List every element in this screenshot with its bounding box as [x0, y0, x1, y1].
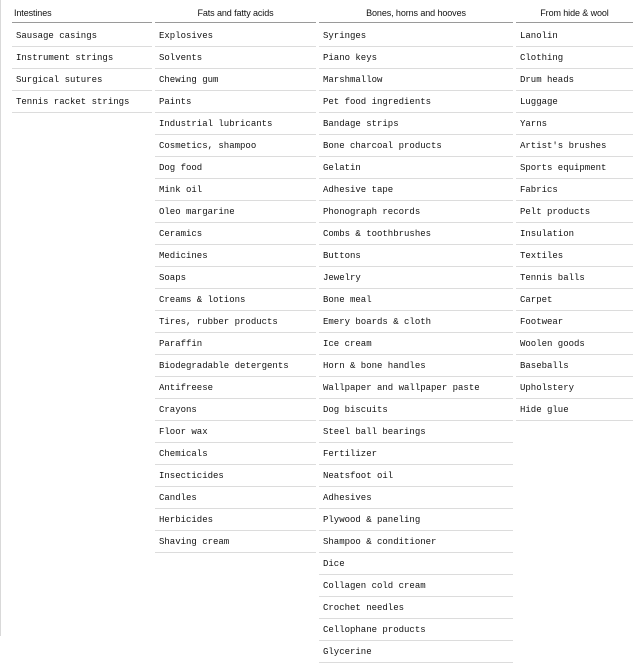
- list-item: Surgical sutures: [12, 70, 152, 91]
- list-item: Paints: [155, 92, 316, 113]
- list-item: Yarns: [516, 114, 633, 135]
- list-item: Creams & lotions: [155, 290, 316, 311]
- list-item: Dog food: [155, 158, 316, 179]
- list-item: Crochet needles: [319, 598, 513, 619]
- list-item: Collagen cold cream: [319, 576, 513, 597]
- list-item: Luggage: [516, 92, 633, 113]
- list-item: Piano keys: [319, 48, 513, 69]
- list-item: Fertilizer: [319, 444, 513, 465]
- column-bones-horns-hooves: [319, 4, 513, 664]
- column-intestines: [12, 4, 152, 114]
- list-item: Footwear: [516, 312, 633, 333]
- column-list-intestines: [12, 23, 152, 113]
- list-item: Adhesives: [319, 488, 513, 509]
- list-item: Pelt products: [516, 202, 633, 223]
- list-item: Jewelry: [319, 268, 513, 289]
- column-list-fats-and-fatty-acids: [155, 23, 316, 553]
- list-item: Hide glue: [516, 400, 633, 421]
- list-item: Marshmallow: [319, 70, 513, 91]
- list-item: Oleo margarine: [155, 202, 316, 223]
- list-item: Mink oil: [155, 180, 316, 201]
- list-item: Shampoo & conditioner: [319, 532, 513, 553]
- list-item: Plywood & paneling: [319, 510, 513, 531]
- list-item: Chewing gum: [155, 70, 316, 91]
- list-item: Candles: [155, 488, 316, 509]
- column-hide-and-wool: [516, 4, 633, 422]
- list-item: Artist's brushes: [516, 136, 633, 157]
- list-item: Textiles: [516, 246, 633, 267]
- list-item: Antifreese: [155, 378, 316, 399]
- column-header-hide-and-wool: From hide & wool: [516, 4, 633, 23]
- list-item: Sausage casings: [12, 26, 152, 47]
- list-item: Gelatin: [319, 158, 513, 179]
- list-item: Clothing: [516, 48, 633, 69]
- list-item: Industrial lubricants: [155, 114, 316, 135]
- column-fats-and-fatty-acids: [155, 4, 316, 554]
- list-item: Emery boards & cloth: [319, 312, 513, 333]
- list-item: Horn & bone handles: [319, 356, 513, 377]
- list-item: Chemicals: [155, 444, 316, 465]
- list-item: Woolen goods: [516, 334, 633, 355]
- list-item: Adhesive tape: [319, 180, 513, 201]
- list-item: Solvents: [155, 48, 316, 69]
- list-item: Cosmetics, shampoo: [155, 136, 316, 157]
- column-header-bones-horns-hooves: Bones, horns and hooves: [319, 4, 513, 23]
- list-item: Cellophane products: [319, 620, 513, 641]
- list-item: Instrument strings: [12, 48, 152, 69]
- list-item: Tennis balls: [516, 268, 633, 289]
- list-item: Crayons: [155, 400, 316, 421]
- list-item: Shaving cream: [155, 532, 316, 553]
- list-item: Bone charcoal products: [319, 136, 513, 157]
- list-item: Syringes: [319, 26, 513, 47]
- list-item: Herbicides: [155, 510, 316, 531]
- list-item: Pet food ingredients: [319, 92, 513, 113]
- list-item: Bone meal: [319, 290, 513, 311]
- column-header-fats-and-fatty-acids: Fats and fatty acids: [155, 4, 316, 23]
- list-item: Soaps: [155, 268, 316, 289]
- list-item: Ice cream: [319, 334, 513, 355]
- list-item: Steel ball bearings: [319, 422, 513, 443]
- list-item: Drum heads: [516, 70, 633, 91]
- list-item: Insecticides: [155, 466, 316, 487]
- column-list-bones-horns-hooves: [319, 23, 513, 663]
- list-item: Fabrics: [516, 180, 633, 201]
- list-item: Bandage strips: [319, 114, 513, 135]
- list-item: Tennis racket strings: [12, 92, 152, 113]
- list-item: Baseballs: [516, 356, 633, 377]
- list-item: Glycerine: [319, 642, 513, 663]
- list-item: Upholstery: [516, 378, 633, 399]
- list-item: Dog biscuits: [319, 400, 513, 421]
- column-header-intestines: Intestines: [12, 4, 152, 23]
- list-item: Ceramics: [155, 224, 316, 245]
- list-item: Lanolin: [516, 26, 633, 47]
- column-list-hide-and-wool: [516, 23, 633, 421]
- list-item: Medicines: [155, 246, 316, 267]
- list-item: Carpet: [516, 290, 633, 311]
- list-item: Neatsfoot oil: [319, 466, 513, 487]
- list-item: Buttons: [319, 246, 513, 267]
- list-item: Floor wax: [155, 422, 316, 443]
- list-item: Explosives: [155, 26, 316, 47]
- list-item: Combs & toothbrushes: [319, 224, 513, 245]
- list-item: Biodegradable detergents: [155, 356, 316, 377]
- list-item: Tires, rubber products: [155, 312, 316, 333]
- list-item: Dice: [319, 554, 513, 575]
- list-item: Sports equipment: [516, 158, 633, 179]
- list-item: Wallpaper and wallpaper paste: [319, 378, 513, 399]
- list-item: Phonograph records: [319, 202, 513, 223]
- list-item: Paraffin: [155, 334, 316, 355]
- list-item: Insulation: [516, 224, 633, 245]
